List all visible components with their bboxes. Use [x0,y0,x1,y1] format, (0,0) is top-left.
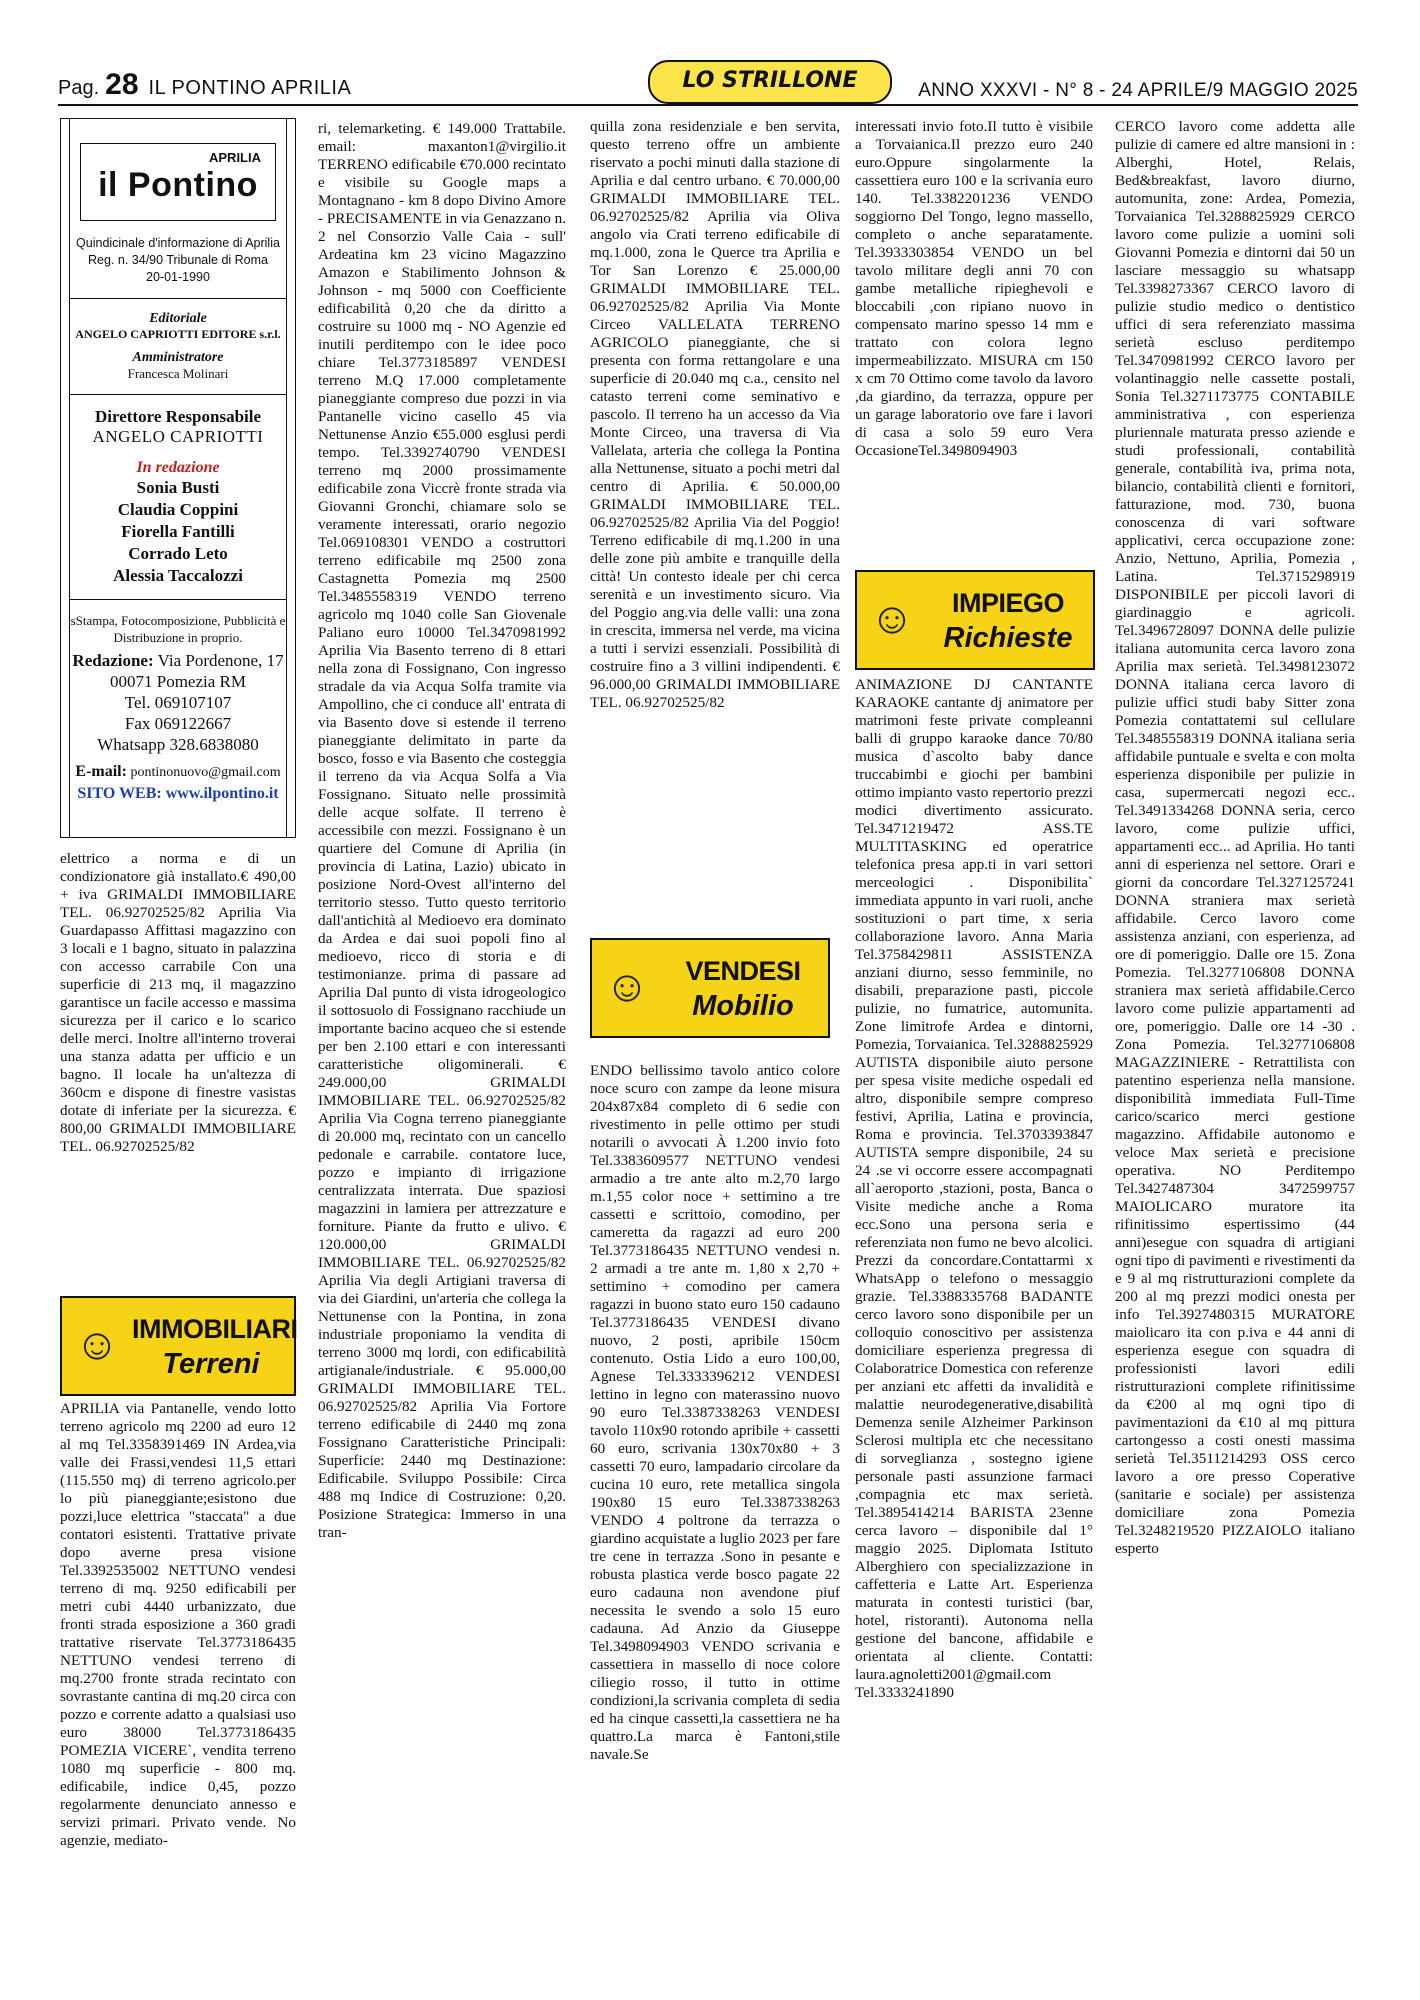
web-link[interactable]: www.ilpontino.it [165,785,279,802]
column-1-top [60,850,296,1156]
staff-name: Alessia Taccalozzi [113,566,243,585]
header-left [58,68,351,102]
web-line [70,785,286,803]
registration-line: Quindicinale d'informazione di Aprilia [76,236,280,250]
badge-subtitle: Terreni [162,1348,260,1380]
section-badge-immobiliari [60,1296,296,1396]
masthead-city: APRILIA [209,150,261,165]
column-2 [318,120,566,1542]
direttore-label: Direttore Responsabile [94,407,262,426]
newsboy-icon: ☺ [74,1320,120,1369]
staff-name: Claudia Coppini [117,500,239,519]
classified-text: CERCO lavoro come addetta alle pulizie di camere ed altre mansioni in : Alberghi, Hotel, Relais, Bed&breakfast, lavoro diurno, automunita, zone: Ardea, Pomezia, Torvaianica Tel.3288825929 CERCO lavoro come pulizie a uomini soli Giovanni Pomezia e dintorni dai 50 un lasciare messaggio su whatsapp Tel.3398273367 CERCO lavoro di pulizie studio medico o dentistico uffici di sera referenziato massima serietà escluso perditempo Tel.3470981992 CERCO lavoro per volantinaggio nelle cassette postali, Sonia Tel.3271173775 CONTABILE amministrativa , con esperienza pluriennale maturata presso aziende e studi professionali, contabilità generale, contabilità iva, prima nota, bilancio, contabilità clienti e fornitori, fatturazione, mod. 730, buona conoscenza di vari software applicativi, cerca occupazione zone: Anzio, Nettuno, Aprilia, Pomezia , Latina. Tel.3715298919 DISPONIBILE per piccoli lavori di giardinaggio e agricoli. Tel.3496728097 DONNA delle pulizie italiana automunita cerca lavoro zona Aprilia max serietà. Tel.3498123072 DONNA italiana cerca lavoro di pulizie uffici studi baby Sitter zona Pomezia contattatemi sul cellulare Tel.3485558319 DONNA italiana seria affidabile puntuale e svelta e con molta esperienza disponibile per pulizie in casa, supermercati negozi ecc.. Tel.3491334268 DONNA seria, cerco lavoro, come pulizie uffici, appartamenti ecc... ad Aprilia. Ho tanti anni di esperienza nel settore. Orari e giorni da concordare Tel.3271257241 DONNA straniera max serietà affidabile. Cerco lavoro come assistenza anziani, con esperienza, ad ore di pomeriggio. Dalle ore 15. Zona Pomezia. Tel.3277106808 DONNA straniera max serietà affidabile.Cerco lavoro come pulizie appartamenti ad ore, pomeriggio. Dalle ore 14 -30 . Zona Pomezia. Tel.3277106808 MAGAZZINIERE - Retrattilista con patentino esperienza nella mansione. disponibilità immediata Full-Time carico/scarico merci gestione magazzino. Affidabile autonomo e veloce Max serietà e precisione operativa. NO Perditempo Tel.3427487304 3472599757 MAIOLICARO muratore ita rifinitissimo espertissimo (44 anni)esegue con squadra di artigiani ogni tipo di pavimenti e rivestimenti da e 9 al mq ristrutturazioni complete da 200 al mq prezzi modici onesta per info Tel.3927480315 MURATORE maiolicaro ita con p.iva e 44 anni di esperienza esegue con squadra di professionisti lavori edili ristrutturazioni complete rifinitissime da €200 al mq ogni tipo di pavimentazioni da €10 al mq pittura cartongesso a costi onesti massima serietà Tel.3511214293 OSS cerco lavoro a ore presso Coperative (sanitarie e sociale) per assistenza domiciliare zona Pomezia Tel.3248219520 PIZZAIOLO italiano esperto [1115,118,1355,1557]
classified-text: elettrico a norma e di un condizionatore già installato.€ 490,00 + iva GRIMALDI IMMOBILIARE TEL. 06.92702525/82 Aprilia Via Guardapasso Affittasi magazzino con 3 locali e 1 bagno, situato in palazzina con accesso carrabile Con una superficie di 213 mq, il magazzino garantisce un facile accesso e massima sicurezza per il carico e lo scarico delle merci. Inoltre all'interno troverai una stanza adatta per ufficio e un bagno. Il locale ha un'altezza di 360cm e dispone di finestre vasistas dotate di inferiate per la sicurezza. € 800,00 GRIMALDI IMMOBILIARE TEL. 06.92702525/82 [60,850,296,1155]
address-label: Redazione: [72,651,154,670]
redazione-names [70,477,286,587]
email-label: E-mail: [75,763,127,780]
section-badge-vendesi [590,938,830,1038]
classified-text: ri, telemarketing. € 149.000 Trattabile. email: maxanton1@virgilio.it TERRENO edificabile €70.000 recintato e visibile su Google maps a Montagnano - km 8 dopo Divino Amore - PRECISAMENTE in via Genazzano n. 2 nel Consorzio Valle Caia - sull' Ardeatina km 23 vicino Magazzino Amazon e Stabilimento Johnson & Johnson - mq 5000 con Coefficiente edificabilità 0,20 che da diritto a costruire su 1000 mq - NO Agenzie ed inutili perditempo con le idee poco chiare Tel.3773185897 VENDESI terreno M.Q 17.000 completamente pianeggiante compreso due pozzi in via Pantanelle vicino casello 45 via Nettunense Anzio €55.000 esglusi perdi tempo. Tel.3392740790 VENDESI terreno mq 2000 prossimamente edificabile zona Viccrè fronte strada via Giovanni Gronchi, chiamare solo se veramente interessati, orario negozio Tel.069108301 VENDO a costruttori terreno edificabile mq 2500 zona Castagnetta Pomezia mq 2500 Tel.3485558319 VENDO terreno agricolo mq 1040 colle San Giovenale Paliano euro 10000 Tel.3470981992 Aprilia Via Basento terreno di 8 ettari nella zona di Fossignano, Con ingresso stradale da via Acqua Solfa tramite via Ampollino, che ci conduce all' entrata di via Basento dove si estende il terreno pianeggiante delimitato in parte da bosco, fosso e via Basento che costeggia il terreno da via Acqua Solfa a Via Fossignano. Situato nelle prossimità delle acque solfate. Il terreno è accessibile con mezzi. Fossignano è un quartiere del Comune di Aprilia (in provincia di Latina, Lazio) ubicato in posizione Nord-Ovest all'interno del territorio stesso. Tutto questo territorio dall'antichità al Medioevo era dominato da Ardea e dai suoi popoli fino al medioevo, ricco di storia e di testimonianze. prima di passare ad Aprilia Dal punto di vista idrogeologico il sottosuolo di Fossignano racchiude un importante bacino acqueo che si estende per ben 2.100 ettari e con interessanti caratteristiche oligominerali. € 249.000,00 GRIMALDI IMMOBILIARE TEL. 06.92702525/82 Aprilia Via Cogna terreno pianeggiante di 20.000 mq, recintato con un cancello pedonale e carrabile. contatore luce, pozzo e impianto di irrigazione centralizzata interrata. Due spaziosi magazzini in lamiera per attrezzature e forniture. Piante da frutto e ulivo. € 120.000,00 GRIMALDI IMMOBILIARE TEL. 06.92702525/82 Aprilia Via degli Artigiani traversa di via dei Giardini, un'arteria che collega la Nettunense con la Pontina, in zona industriale proponiamo la vendita di terreno 3000 mq lordi, con edificabilità artigianale/industriale. € 95.000,00 GRIMALDI IMMOBILIARE TEL. 06.92702525/82 Aprilia Via Fortore terreno edificabile di 2440 mq zona Fossignano Caratteristiche Principali: Superficie: 2440 mq Destinazione: Edificabile. Sviluppo Possibile: Circa 488 mq Indice di Costruzione: 0,20. Posizione Strategica: Immerso in una tran- [318,120,567,1541]
registration [70,235,286,286]
page-number: 28 [105,68,139,101]
divider [70,298,286,299]
masthead-logo [80,143,276,221]
address-line: 00071 Pomezia RM [110,672,246,691]
divider [70,599,286,600]
masthead-title: il Pontino [98,166,258,204]
staff-name: Fiorella Fantilli [121,522,235,541]
editoriale-label: Editoriale [149,311,207,326]
redazione-label: In redazione [136,459,220,476]
amministratore-label: Amministratore [132,350,224,365]
column-1-bottom [60,1400,296,1850]
issue-info: ANNO XXXVI - N° 8 - 24 APRILE/9 MAGGIO 2025 [918,80,1358,101]
stampa-info: sStampa, Fotocomposizione, Pubblicità e Distribuzione in proprio. [70,613,286,645]
pag-label: Pag. [58,77,100,99]
badge-title: VENDESI [685,956,801,986]
badge-subtitle: Richieste [943,622,1073,654]
section-badge-impiego [855,570,1095,670]
badge-title: IMPIEGO [951,588,1064,618]
email-address[interactable]: pontinonuovo@gmail.com [130,765,281,780]
column-3-bottom [590,1062,840,1764]
web-label: SITO WEB: [77,785,162,802]
classified-text: quilla zona residenziale e ben servita, questo terreno offre un ambiente riservato a pochi minuti dalla stazione di Aprilia e dal centro urbano. € 70.000,00 GRIMALDI IMMOBILIARE TEL. 06.92702525/82 Aprilia via Oliva angolo via Crati terreno edificabile di mq.1.000, zona le Querce tra Aprilia e Tor San Lorenzo € 25.000,00 GRIMALDI IMMOBILIARE TEL. 06.92702525/82 Aprilia Via Monte Circeo VALLELATA TERRENO AGRICOLO pianeggiante, che si presenta con forma rettangolare e una superficie di 20.040 mq c.a., censito nel catasto terreni come seminativo e pascolo. Il terreno ha un accesso da Via Monte Circeo, una traversa di Via Vallelata, arteria che collega la Pontina alla Nettunense, situato a pochi metri dal centro di Aprilia. € 50.000,00 GRIMALDI IMMOBILIARE TEL. 06.92702525/82 Aprilia Via del Poggio! Terreno edificabile di mq.1.200 in una delle zone più ambite e tranquille della città! Un contesto ideale per chi cerca serenità e un investimento sicuro. Via del Poggio ang.via delle valli: una zona in crescita, immersa nel verde, ma vicina a tutti i servizi essenziali. Possibilità di costruire fino a 3 villini indipendenti. € 96.000,00 GRIMALDI IMMOBILIARE TEL. 06.92702525/82 [590,118,840,711]
page-header [58,64,1358,106]
registration-line: 20-01-1990 [146,270,210,284]
redazione-address [70,650,286,755]
editoriale-name: ANGELO CAPRIOTTI EDITORE s.r.l. [75,327,281,341]
column-4-bottom [855,676,1093,1702]
phone: Tel. 069107107 [124,693,232,712]
address-line: Via Pordenone, 17 [157,651,284,670]
classified-text: APRILIA via Pantanelle, vendo lotto terreno agricolo mq 2200 ad euro 12 al mq Tel.3358391469 IN Ardea,via valle dei Frassi,vendesi 11,5 ettari (115.550 mq) di terreno agricolo.per lo più pianeggiante;esistono due pozzi,luce elettrica "staccata" a due contatori esistenti. Trattative private dopo averne presa visione Tel.3392535002 NETTUNO vendesi terreno di mq. 9250 edificabili per metri cubi 4440 urbanizzato, due fronti strada esposizione a 360 gradi trattative riservate Tel.3773186435 NETTUNO vendesi terreno di mq.2700 fronte strada recintato con sovrastante cantina di mq.20 circa con pozzo e corrente adatto a qualsiasi uso euro 38000 Tel.3773186435 POMEZIA VICERE`, vendita terreno 1080 mq superficie - 800 mq. edificabile, indice 0,45, pozzo regolarmente denunciato annesso e servizi primari. Privato vende. No agenzie, mediato- [60,1400,296,1849]
registration-line: Reg. n. 34/90 Tribunale di Roma [88,253,268,267]
publication-name: IL PONTINO APRILIA [148,77,352,99]
direttore-name: ANGELO CAPRIOTTI [92,427,264,446]
staff-name: Corrado Leto [128,544,228,563]
newsboy-icon: ☺ [869,594,915,643]
divider [70,394,286,395]
amministratore-name: Francesca Molinari [127,366,229,381]
badge-subtitle: Mobilio [692,990,794,1022]
whatsapp: Whatsapp 328.6838080 [97,735,259,754]
email-line [70,763,286,781]
column-5 [1115,118,1355,1558]
fax: Fax 069122667 [124,714,232,733]
staff-name: Sonia Busti [136,478,220,497]
classified-text: ENDO bellissimo tavolo antico colore noce scuro con zampe da leone misura 204x87x84 completo di 6 sedie con rivestimento in pelle ottimo per studi notarili o avvocati À 1.200 invio foto Tel.3383609577 NETTUNO vendesi armadio a tre ante alto m.2,70 largo m.1,55 color noce + settimino a tre cassetti e scrittoio, comodino, per cameretta da ragazzi ad euro 200 Tel.3773186435 NETTUNO vendesi n. 2 armadi a tre ante m. 1,80 x 2,70 + settimino + comodino per camera ragazzi in buono stato euro 150 cadauno Tel.3773186435 VENDESI divano nuovo, 2 posti, apribile 150cm contenuto. Ostia Lido a euro 100,00, Agnese Tel.3333396212 VENDESI lettino in legno con materassino nuovo 90 euro Tel.3387338263 VENDESI tavolo 110x90 rotondo apribile + cassetti 60 euro, scrivania 130x70x80 + 3 cassetti 70 euro, lampadario circolare da cucina 10 euro, rete metallica singola 190x80 15 euro Tel.3387338263 VENDO 4 poltrone da terrazza o giardino acquistate a luglio 2023 per fare tre cene in terrazza .Sono in pesante e robusta plastica verde bosco pagate 22 euro cadauna non avendone piuf necessita le svendo a solo 15 euro cadauna. Ad Anzio da Giuseppe Tel.3498094903 VENDO scrivania e cassettiera in massello di noce colore ciliegio rosso, il tutto in ottime condizioni,la scrivania completa di sedia ed ha cinque cassetti,la cassettiera ne ha quattro.La marca è Fantoni,stile navale.Se [590,1062,840,1763]
classified-text: interessati invio foto.Il tutto è visibile a Torvaianica.Il prezzo euro 240 euro.Oppure singolarmente la cassettiera euro 100 e la scrivania euro 140. Tel.3382201236 VENDO soggiorno Del Tongo, legno massello, completo o anche separatamente. Tel.3933303854 VENDO un bel tavolo militare degli anni 70 con gambe metalliche ripieghevoli e bloccabili ,con ripiano nuovo in compensato marino spesso 14 mm e trattato con colora legno impermeabilizzato. MISURA cm 150 x cm 70 Ottimo come tavolo da lavoro ,da giardino, da terrazza, oppure per un garage laboratorio ove fare i lavori di casa a solo 59 euro Vera OccasioneTel.3498094903 [855,118,1093,459]
column-4-top [855,118,1093,460]
column-3-top [590,118,840,712]
masthead-box [60,118,296,838]
newsboy-icon: ☺ [604,962,650,1011]
classified-text: ANIMAZIONE DJ CANTANTE KARAOKE cantante dj animatore per matrimoni feste private compleanni balli di gruppo karaoke dance 70/80 musica d`ascolto baby dance truccabimbi e giochi per bambini ottimo impianto vasto repertorio prezzi modici divertimento assicurato. Tel.3471219472 ASS.TE MULTITASKING ed operatrice telefonica presa app.ti in vari settori merceologici . Disponibilita` immediata appunto in vari ruoli, anche sostituzioni o part time, x seria collaborazione lavoro. Anna Maria Tel.3758429811 ASSISTENZA anziani diurno, sesso femminile, no disabili, preparazione pasti, piccole pulizie, no fumatrice, automunita. Zone limitrofe Ardea e dintorni, Pomezia, Torvaianica. Tel.3288825929 AUTISTA disponibile aiuto persone per spesa visite mediche ospedali ed altro, disponibile sempre compreso festivi, Aprilia, Latina e provincia, Roma e provincia. Tel.3703393847 AUTISTA sempre disponibile, 24 su 24 .se vi occorre essere accompagnati all`aeroporto ,stazioni, posta, Banca o Visite mediche anche a Roma ecc.Sono una persona seria e referenziata non fumo ne bevo alcolici. Prezzi da concordare.Contattarmi x WhatsApp o telefono o messaggio grazie. Tel.3388335768 BADANTE cerco lavoro sono disponibile per un colloquio conoscitivo per assistenza domiciliare esperienza pregressa di Colaboratrice Domestica con referenze per anziani etc affetti da invalidità e malattie neurodegenerative,disabilità Demenza senile Alzheimer Parkinson Sclerosi multipla etc che necessitano di sorveglianza , sostegno igiene personale pasti assunzione farmaci ,compagnia etc max serietà. Tel.3895414214 BARISTA 23enne cerca lavoro – disponibile dal 1° maggio 2025. Diplomata Istituto Alberghiero con specializzazione in caffetteria e Latte Art. Esperienza maturata in contesti turistici (bar, hotel, ristoranti). Autonoma nella gestione del bancone, affidabile e orientata al cliente. Contatti: laura.agnoletti2001@gmail.com Tel.3333241890 [855,676,1093,1701]
strillone-logo: LO STRILLONE [648,60,892,104]
badge-title: IMMOBILIARI [132,1314,298,1344]
